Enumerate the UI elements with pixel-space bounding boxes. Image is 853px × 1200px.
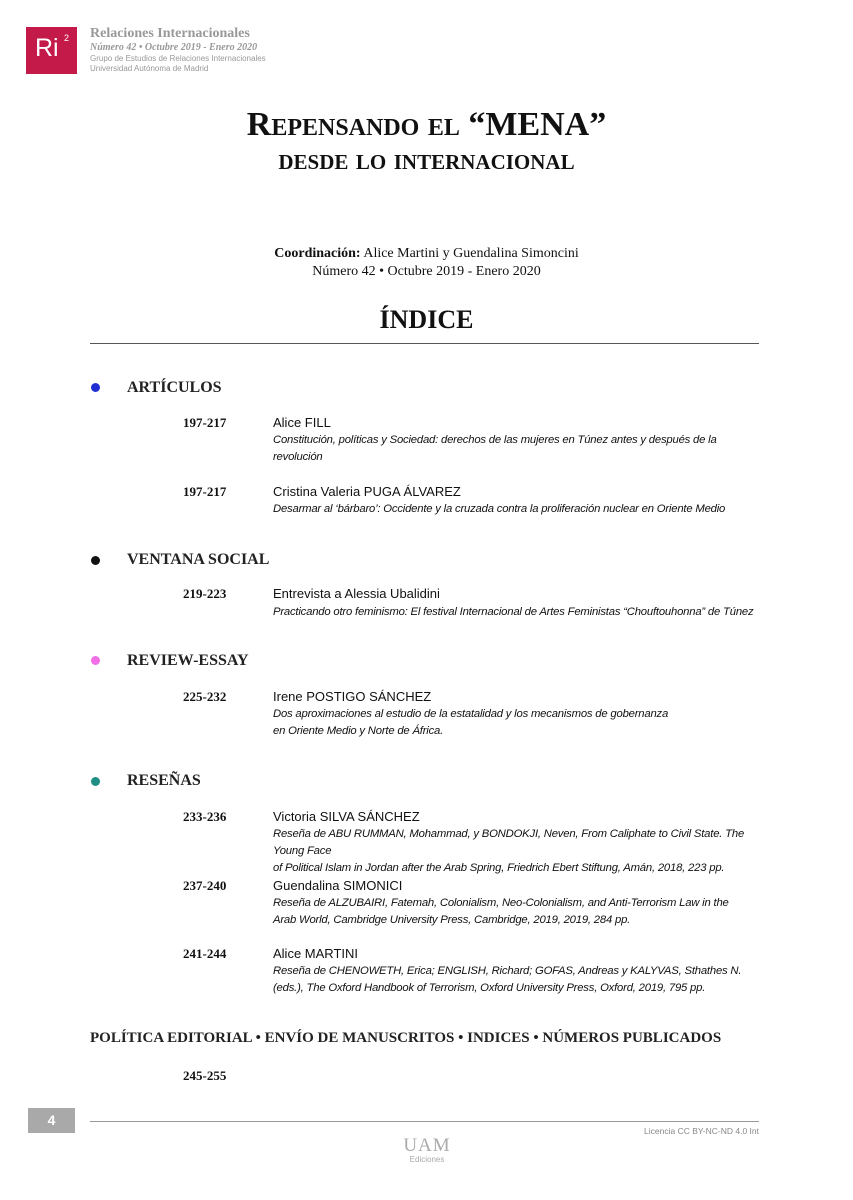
entry-author: Victoria SILVA SÁNCHEZ <box>273 809 420 824</box>
page-number: 4 <box>28 1108 75 1133</box>
entry-description-line: Constitución, políticas y Sociedad: derechos de las mujeres en Túnez antes y después de la revolución <box>273 434 717 463</box>
section-bullet-review-essay <box>91 656 100 665</box>
entry-description-line: of Political Islam in Jordan after the Arab Spring, Friedrich Ebert Stiftung, Amán, 2018, 223 pp. <box>273 862 725 874</box>
publisher-logo-text: UAM <box>403 1135 451 1156</box>
section-heading-ventana-social: VENTANA SOCIAL <box>127 551 270 568</box>
coordination-issue: Número 42 • Octubre 2019 - Enero 2020 <box>312 264 541 279</box>
journal-university: Universidad Autónoma de Madrid <box>90 64 209 73</box>
entry-description-line: (eds.), The Oxford Handbook of Terrorism, Oxford University Press, Oxford, 2019, 795 pp. <box>273 982 706 994</box>
entry-author: Cristina Valeria PUGA ÁLVAREZ <box>273 484 461 499</box>
entry-description-line: Reseña de CHENOWETH, Erica; ENGLISH, Richard; GOFAS, Andreas y KALYVAS, Sthathes N. <box>273 965 742 977</box>
entry-description-line: Reseña de ALZUBAIRI, Fatemah, Colonialism, Neo-Colonialism, and Anti-Terrorism Law in the <box>273 897 729 909</box>
entry-pages: 233-236 <box>183 809 227 824</box>
section-bullet-resenas <box>91 777 100 786</box>
entry-description-line: Dos aproximaciones al estudio de la estatalidad y los mecanismos de gobernanza <box>273 708 669 720</box>
page-title-line1: Repensando el “MENA” <box>246 106 607 143</box>
entry-author: Guendalina SIMONICI <box>273 878 403 893</box>
section-heading-review-essay: REVIEW-ESSAY <box>127 652 249 669</box>
entry-pages: 197-217 <box>183 484 227 499</box>
logo-text: Ri <box>35 34 59 62</box>
section-bullet-articulos <box>91 383 100 392</box>
entry-pages: 241-244 <box>183 946 227 961</box>
entry-description-line: Reseña de ABU RUMMAN, Mohammad, y BONDOKJI, Neven, From Caliphate to Civil State. The Young Face <box>273 828 745 857</box>
entry-description-line: en Oriente Medio y Norte de África. <box>273 725 444 737</box>
footer-divider <box>90 1121 759 1122</box>
editorial-links-line: POLÍTICA EDITORIAL • ENVÍO DE MANUSCRITOS • INDICES • NÚMEROS PUBLICADOS <box>90 1030 722 1046</box>
entry-description <box>273 895 763 929</box>
entry-description <box>273 432 763 466</box>
journal-group: Grupo de Estudios de Relaciones Internacionales <box>90 54 266 63</box>
section-bullet-ventana-social <box>91 556 100 565</box>
entry-description <box>273 963 763 997</box>
entry-description <box>273 604 763 621</box>
coordination-label: Coordinación: <box>274 246 361 261</box>
section-heading-articulos: ARTÍCULOS <box>127 379 222 396</box>
section-heading-resenas: RESEÑAS <box>127 772 201 789</box>
publisher-logo <box>397 1135 457 1164</box>
entry-author: Entrevista a Alessia Ubalidini <box>273 586 440 601</box>
editorial-pages: 245-255 <box>183 1068 227 1083</box>
coordination-block <box>0 245 853 281</box>
journal-issue: Número 42 • Octubre 2019 - Enero 2020 <box>90 42 258 53</box>
page-title-line2: desde lo internacional <box>278 143 575 176</box>
entry-description-line: Practicando otro feminismo: El festival Internacional de Artes Feministas “Chouftouhonna” de Túnez <box>273 606 754 618</box>
entry-pages: 197-217 <box>183 415 227 430</box>
entry-description-line: Arab World, Cambridge University Press, Cambridge, 2019, 2019, 284 pp. <box>273 914 631 926</box>
journal-name: Relaciones Internacionales <box>90 26 250 41</box>
entry-description <box>273 826 763 877</box>
entry-description <box>273 706 763 740</box>
journal-header <box>90 26 266 74</box>
license-text: Licencia CC BY-NC-ND 4.0 Int <box>644 1126 759 1136</box>
publisher-logo-sub: Ediciones <box>409 1155 445 1164</box>
entry-author: Alice MARTINI <box>273 946 358 961</box>
entry-pages: 225-232 <box>183 689 227 704</box>
index-heading: ÍNDICE <box>379 305 474 334</box>
entry-author: Alice FILL <box>273 415 331 430</box>
journal-logo <box>26 27 77 74</box>
coordination-names: Alice Martini y Guendalina Simoncini <box>363 246 579 261</box>
entry-description-line: Desarmar al ‘bárbaro’: Occidente y la cruzada contra la proliferación nuclear en Oriente Medio <box>273 503 726 515</box>
index-divider <box>90 343 759 344</box>
entry-pages: 237-240 <box>183 878 227 893</box>
logo-superscript: 2 <box>64 33 70 43</box>
entry-description <box>273 501 763 518</box>
entry-author: Irene POSTIGO SÁNCHEZ <box>273 689 432 704</box>
entry-pages: 219-223 <box>183 586 227 601</box>
